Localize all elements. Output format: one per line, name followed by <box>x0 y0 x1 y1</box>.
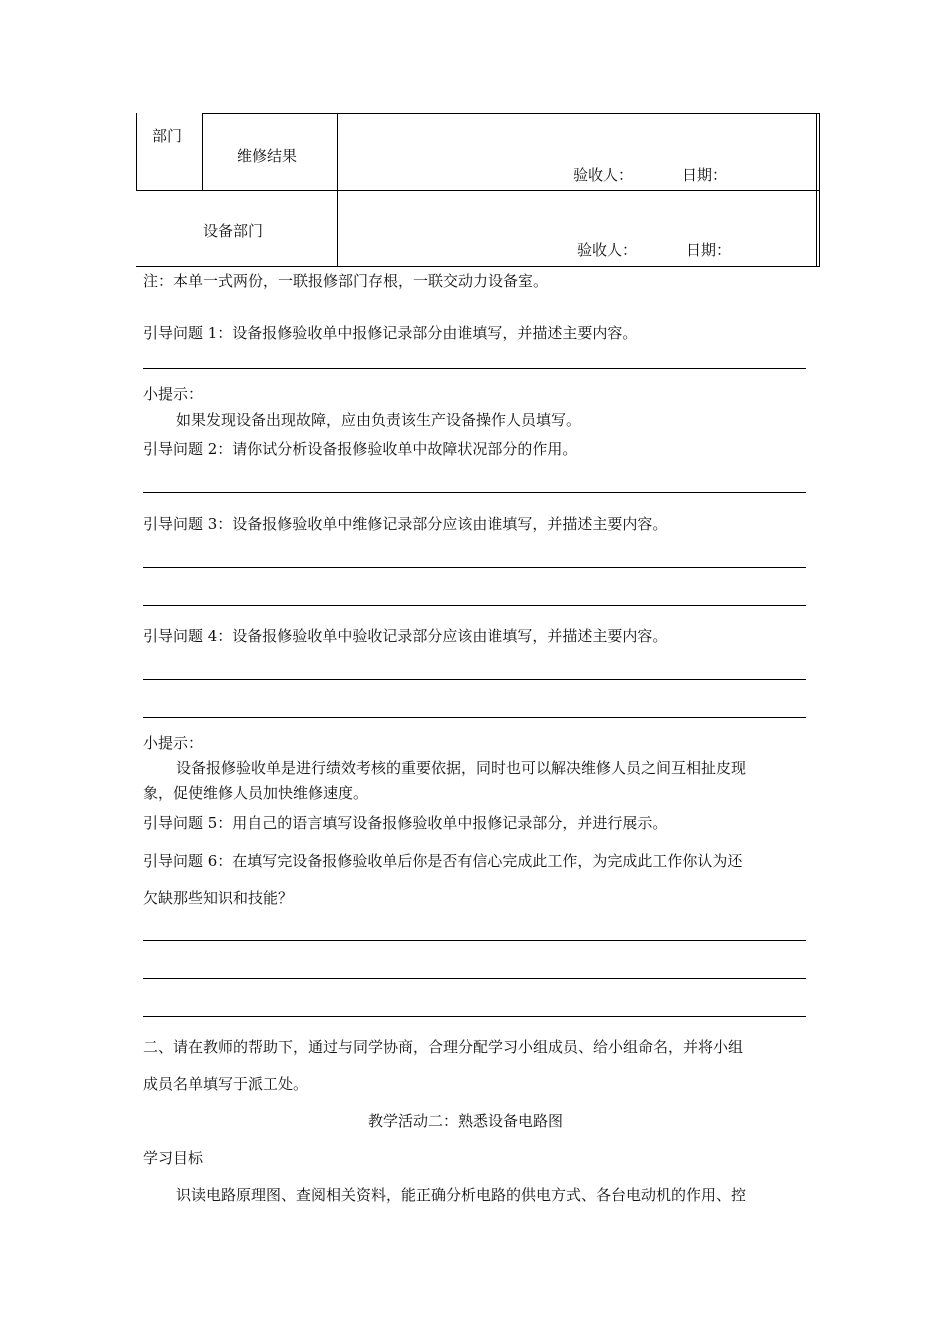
row1-date-label: 日期： <box>682 166 728 184</box>
activity-title: 教学活动二：熟悉设备电路图 <box>368 1112 564 1130</box>
question-5: 引导问题 5：用自己的语言填写设备报修验收单中报修记录部分，并进行展示。 <box>143 814 668 832</box>
answer-line-q4-2 <box>143 717 806 718</box>
question-6-line-2: 欠缺那些知识和技能？ <box>143 889 294 907</box>
dept-label: 部门 <box>152 127 183 145</box>
answer-line-q6-3 <box>143 1016 806 1017</box>
answer-line-q6-2 <box>143 978 806 979</box>
question-3: 引导问题 3：设备报修验收单中维修记录部分应该由谁填写，并描述主要内容。 <box>143 515 668 533</box>
answer-line-q3-2 <box>143 605 806 606</box>
tip-2-title: 小提示： <box>143 734 204 752</box>
repair-result-label: 维修结果 <box>237 147 298 165</box>
question-4: 引导问题 4：设备报修验收单中验收记录部分应该由谁填写，并描述主要内容。 <box>143 627 668 645</box>
part-2-line-2: 成员名单填写于派工处。 <box>143 1075 309 1093</box>
answer-line-q6-1 <box>143 940 806 941</box>
answer-line-q4-1 <box>143 679 806 680</box>
part-2-line-1: 二、请在教师的帮助下，通过与同学协商，合理分配学习小组成员、给小组命名，并将小组 <box>143 1038 744 1056</box>
tip-1-title: 小提示： <box>143 385 204 403</box>
question-2: 引导问题 2：请你试分析设备报修验收单中故障状况部分的作用。 <box>143 440 578 458</box>
question-1: 引导问题 1：设备报修验收单中报修记录部分由谁填写，并描述主要内容。 <box>143 324 638 342</box>
answer-line-q3-1 <box>143 567 806 568</box>
row1-acceptor-label: 验收人： <box>573 166 634 184</box>
tip-2-line-1: 设备报修验收单是进行绩效考核的重要依据，同时也可以解决维修人员之间互相扯皮现 <box>176 759 747 777</box>
objectives-title: 学习目标 <box>143 1149 204 1167</box>
answer-line-q2 <box>143 492 806 493</box>
row2-acceptor-label: 验收人： <box>577 241 638 259</box>
question-6-line-1: 引导问题 6：在填写完设备报修验收单后你是否有信心完成此工作，为完成此工作你认为还 <box>143 852 743 870</box>
equipment-dept-label: 设备部门 <box>203 222 264 240</box>
answer-line-q1 <box>143 368 806 369</box>
tip-2-line-2: 象，促使维修人员加快维修速度。 <box>143 784 369 802</box>
objectives-line-1: 识读电路原理图、查阅相关资料，能正确分析电路的供电方式、各台电动机的作用、控 <box>176 1186 747 1204</box>
table-note: 注：本单一式两份，一联报修部门存根，一联交动力设备室。 <box>143 272 549 290</box>
row2-date-label: 日期： <box>686 241 732 259</box>
tip-1-body: 如果发现设备出现故障，应由负责该生产设备操作人员填写。 <box>176 411 582 429</box>
